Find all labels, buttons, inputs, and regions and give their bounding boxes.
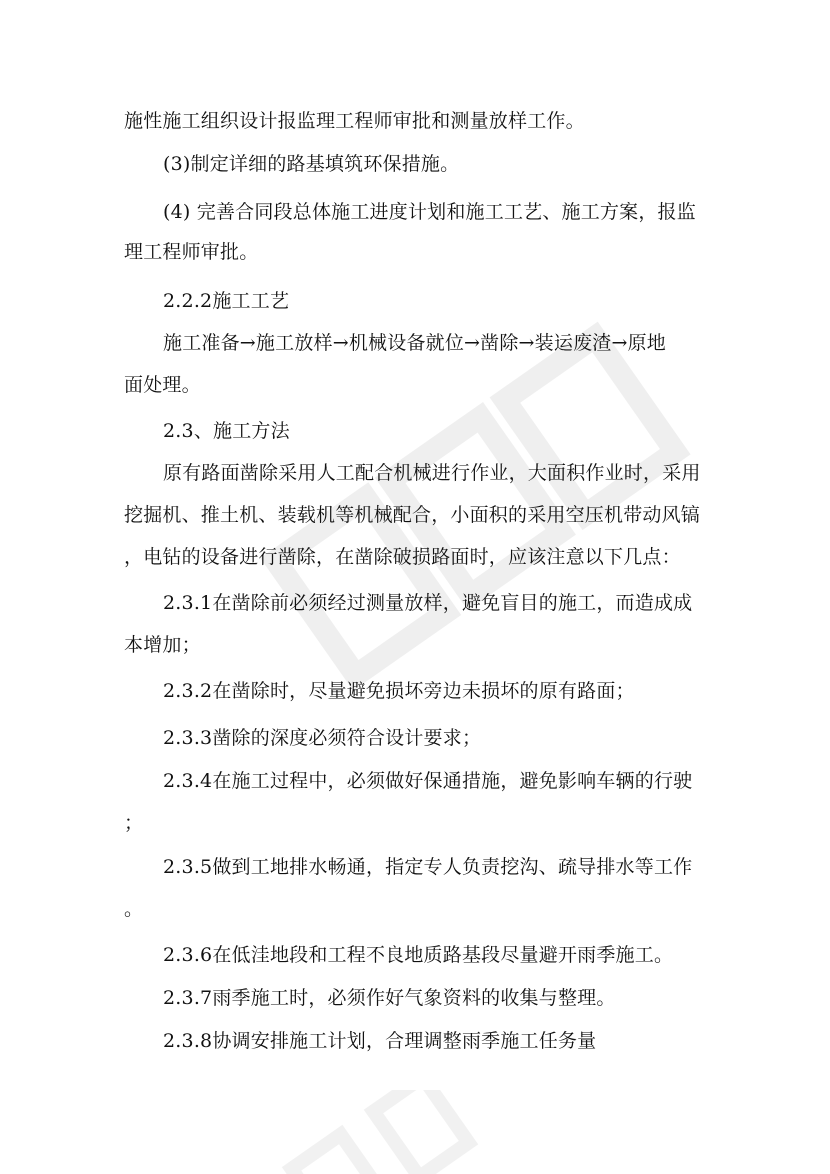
text-line: 本增加； [124, 634, 201, 656]
list-item: 2.3.2在凿除时，尽量避免损坏旁边未损坏的原有路面； [163, 680, 635, 702]
text-line: ，电钻的设备进行凿除，在凿除破损路面时，应该注意以下几点： [124, 546, 681, 568]
text-line: 原有路面凿除采用人工配合机械进行作业，大面积作业时，采用 [163, 462, 701, 484]
section-heading: 2.3、施工方法 [163, 420, 290, 442]
process-flow-text: 施工准备→施工放样→机械设备就位→凿除→装运废渣→原地 [163, 332, 667, 354]
list-item: 2.3.4在施工过程中，必须做好保通措施，避免影响车辆的行驶 [163, 770, 693, 792]
text-line: 理工程师审批。 [124, 241, 259, 263]
text-line: 挖掘机、推土机、装载机等机械配合，小面积的采用空压机带动风镐 [124, 504, 701, 526]
list-item: 2.3.8协调安排施工计划，合理调整雨季施工任务量 [163, 1030, 597, 1052]
list-item: 2.3.7雨季施工时，必须作好气象资料的收集与整理。 [163, 987, 616, 1009]
text-line: 。 [124, 898, 144, 920]
section-heading: 2.2.2施工工艺 [163, 290, 290, 312]
text-line: (4) 完善合同段总体施工进度计划和施工工艺、施工方案，报监 [163, 201, 696, 223]
list-item: 2.3.5做到工地排水畅通，指定专人负责挖沟、疏导排水等工作 [163, 856, 693, 878]
watermark-fragment [250, 1090, 550, 1174]
text-line: 施性施工组织设计报监理工程师审批和测量放样工作。 [124, 110, 585, 132]
text-line: (3)制定详细的路基填筑环保措施。 [163, 153, 460, 175]
text-line: ； [124, 812, 144, 834]
list-item: 2.3.1在凿除前必须经过测量放样，避免盲目的施工，而造成成 [163, 592, 693, 614]
list-item: 2.3.6在低洼地段和工程不良地质路基段尽量避开雨季施工。 [163, 944, 674, 966]
list-item: 2.3.3凿除的深度必须符合设计要求； [163, 727, 482, 749]
text-line: 面处理。 [124, 374, 201, 396]
